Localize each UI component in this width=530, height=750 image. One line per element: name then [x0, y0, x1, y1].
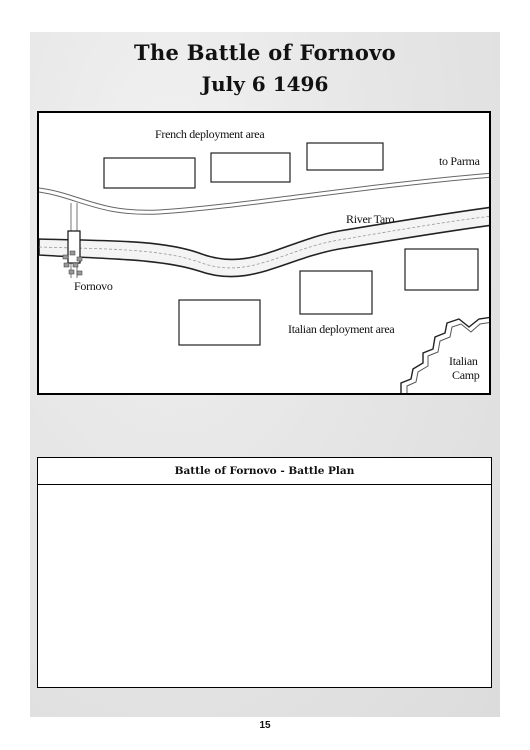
page-title: The Battle of Fornovo	[134, 40, 396, 65]
house	[77, 257, 82, 261]
house	[70, 251, 75, 255]
italian-deployment-box	[300, 271, 372, 314]
italian-deployment-box	[405, 249, 478, 290]
house	[73, 263, 78, 267]
map-drawing	[39, 113, 491, 395]
page-subtitle: July 6 1496	[201, 72, 329, 96]
page-number: 15	[259, 720, 271, 731]
house	[69, 270, 74, 274]
battle-plan-heading: Battle of Fornovo - Battle Plan	[38, 458, 491, 485]
fornovo-label: Fornovo	[74, 279, 113, 293]
battle-map	[37, 111, 491, 395]
to-parma-label: to Parma	[439, 154, 480, 168]
french-deployment-box	[211, 153, 290, 182]
river-taro-label: River Taro	[346, 212, 395, 226]
french-deployment-box	[104, 158, 195, 188]
french-deployment-box	[307, 143, 383, 170]
house	[64, 263, 69, 267]
battle-plan-box	[37, 457, 492, 688]
italian-deployment-box	[179, 300, 260, 345]
battle-plan-writing-area[interactable]	[38, 485, 491, 688]
italian-camp-label-line1: Italian	[449, 354, 478, 368]
house	[63, 255, 68, 259]
italian-camp-label-line2: Camp	[452, 368, 480, 382]
italian-deployment-label: Italian deployment area	[288, 322, 395, 336]
french-deployment-label: French deployment area	[155, 127, 265, 141]
house	[77, 271, 82, 275]
